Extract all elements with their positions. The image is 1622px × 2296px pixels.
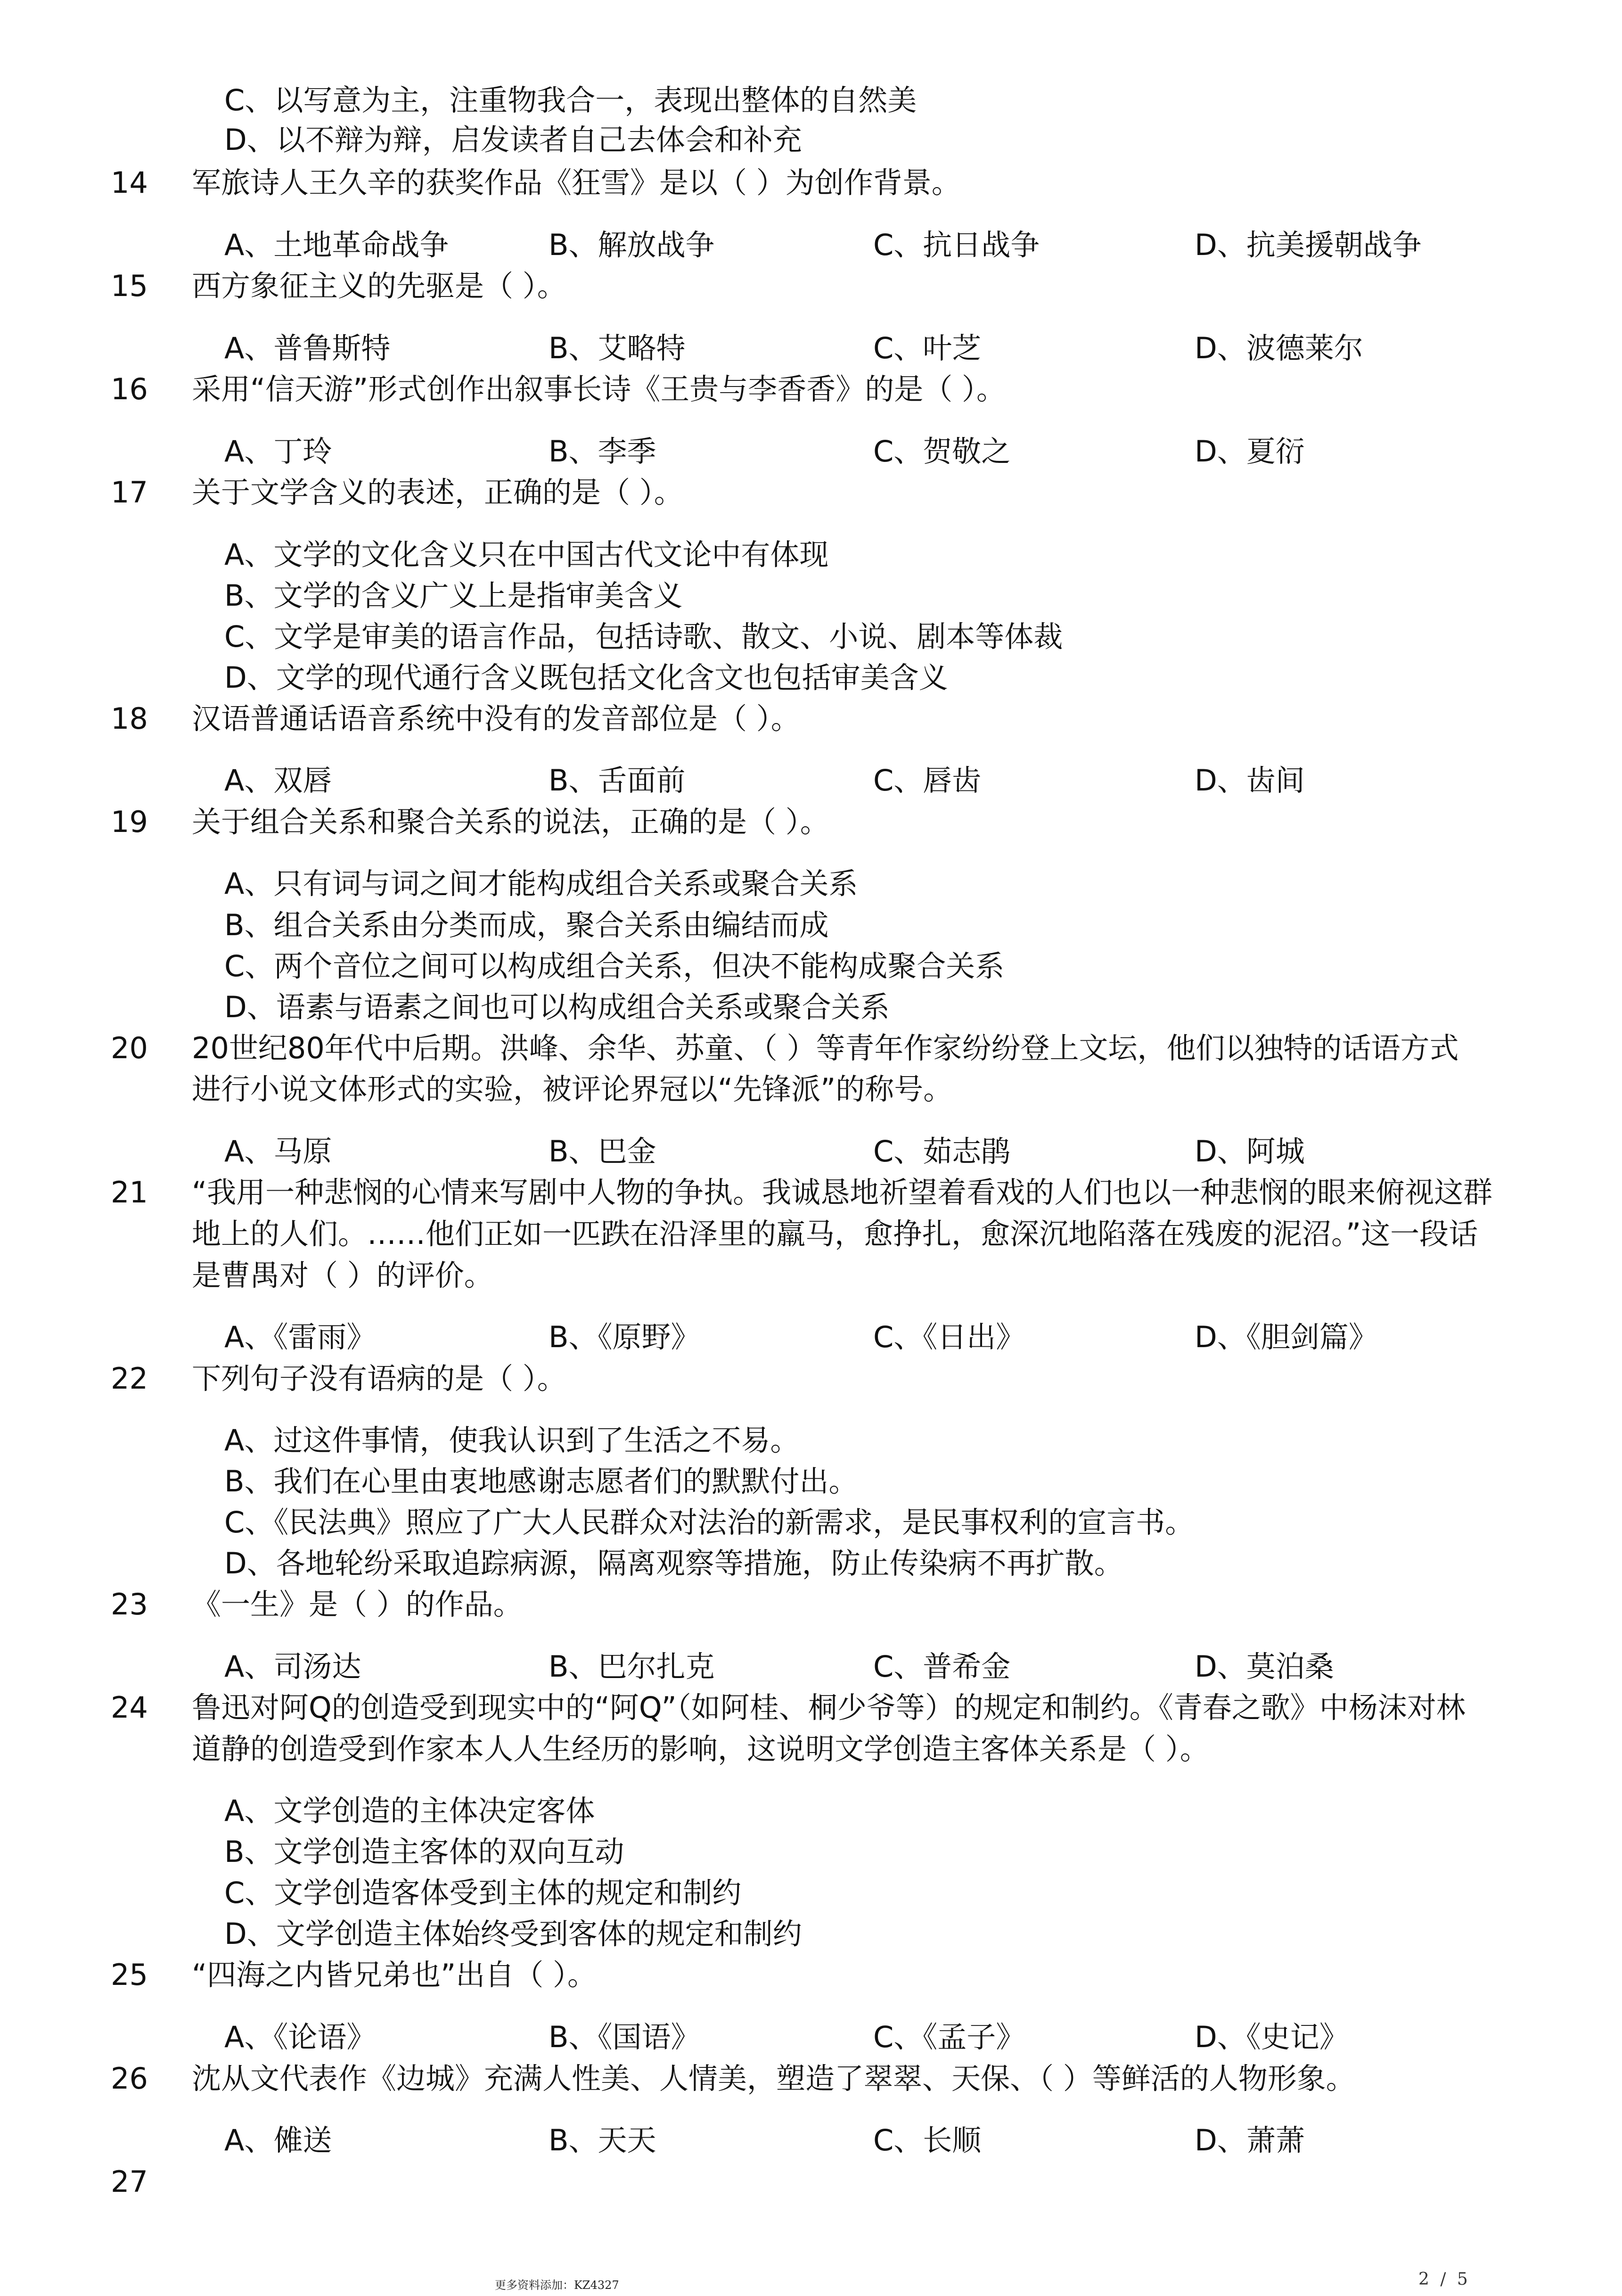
option-c: C、抗日战争 [873, 228, 1040, 262]
option-d: D、《史记》 [1195, 2020, 1349, 2054]
question-number: 17 [111, 475, 148, 510]
option-line: C、以写意为主，注重物我合一，表现出整体的自然美 [224, 83, 917, 117]
option-b: B、《原野》 [549, 1320, 700, 1354]
question-text: 《一生》是（ ）的作品。 [192, 1587, 523, 1621]
question-number: 18 [111, 701, 148, 736]
option-a: A、马原 [224, 1134, 332, 1169]
option-d: D、莫泊桑 [1195, 1649, 1334, 1684]
option-d: D、抗美援朝战争 [1195, 228, 1422, 262]
option-b: B、解放战争 [549, 228, 715, 262]
option-a: A、《雷雨》 [224, 1320, 376, 1354]
option-c: C、《民法典》照应了广大人民群众对法治的新需求，是民事权利的宣言书。 [224, 1505, 1195, 1539]
question-text: 西方象征主义的先驱是（ ）。 [192, 269, 566, 303]
option-a: A、文学的文化含义只在中国古代文论中有体现 [224, 537, 829, 572]
option-b: B、我们在心里由衷地感谢志愿者们的默默付出。 [224, 1464, 858, 1498]
question-text: 鲁迅对阿Q的创造受到现实中的“阿Q”（如阿桂、桐少爷等）的规定和制约。《青春之歌》中杨沫对林 [192, 1690, 1466, 1725]
question-text: 关于组合关系和聚合关系的说法，正确的是（ ）。 [192, 805, 829, 839]
option-d: D、萧萧 [1195, 2123, 1305, 2157]
question-text: 下列句子没有语病的是（ ）。 [192, 1361, 566, 1396]
option-a: A、双唇 [224, 763, 332, 798]
option-c: C、普希金 [873, 1649, 1011, 1684]
option-c: C、两个音位之间可以构成组合关系，但决不能构成聚合关系 [224, 949, 1005, 983]
option-b: B、舌面前 [549, 763, 686, 798]
option-c: C、文学创造客体受到主体的规定和制约 [224, 1876, 742, 1910]
page-number: 2 / 5 [1418, 2270, 1471, 2289]
option-line: D、以不辩为辩，启发读者自己去体会和补充 [224, 123, 802, 157]
option-a: A、只有词与词之间才能构成组合关系或聚合关系 [224, 866, 858, 901]
option-b: B、巴金 [549, 1134, 656, 1169]
option-d: D、语素与语素之间也可以构成组合关系或聚合关系 [224, 990, 890, 1024]
question-number: 14 [111, 165, 148, 200]
option-c: C、文学是审美的语言作品，包括诗歌、散文、小说、剧本等体裁 [224, 619, 1063, 654]
option-c: C、唇齿 [873, 763, 982, 798]
option-a: A、文学创造的主体决定客体 [224, 1794, 595, 1828]
option-d: D、夏衍 [1195, 434, 1305, 469]
question-number: 16 [111, 372, 148, 406]
option-d: D、文学的现代通行含义既包括文化含文也包括审美含义 [224, 660, 948, 695]
question-number: 20 [111, 1031, 148, 1065]
option-c: C、贺敬之 [873, 434, 1011, 469]
question-number: 21 [111, 1175, 148, 1210]
option-a: A、傩送 [224, 2123, 332, 2157]
option-d: D、阿城 [1195, 1134, 1305, 1169]
option-c: C、《孟子》 [873, 2020, 1025, 2054]
option-c: C、茹志鹃 [873, 1134, 1011, 1169]
option-d: D、《胆剑篇》 [1195, 1320, 1378, 1354]
footer-note: 更多资料添加：KZ4327 [495, 2279, 619, 2292]
option-b: B、组合关系由分类而成，聚合关系由编结而成 [224, 908, 829, 942]
question-text: 进行小说文体形式的实验，被评论界冠以“先锋派”的称号。 [192, 1072, 953, 1106]
question-text: 汉语普通话语音系统中没有的发音部位是（ ）。 [192, 701, 800, 736]
option-a: A、过这件事情，使我认识到了生活之不易。 [224, 1423, 800, 1457]
option-c: C、叶芝 [873, 331, 982, 365]
option-b: B、李季 [549, 434, 656, 469]
option-a: A、司汤达 [224, 1649, 361, 1684]
option-b: B、艾略特 [549, 331, 686, 365]
option-d: D、文学创造主体始终受到客体的规定和制约 [224, 1917, 802, 1951]
question-text: 沈从文代表作《边城》充满人性美、人情美，塑造了翠翠、天保、（ ）等鲜活的人物形象。 [192, 2061, 1355, 2096]
question-number: 15 [111, 269, 148, 303]
option-b: B、《国语》 [549, 2020, 700, 2054]
question-number: 24 [111, 1690, 148, 1725]
option-c: C、《日出》 [873, 1320, 1025, 1354]
question-text: 道静的创造受到作家本人人生经历的影响，这说明文学创造主客体关系是（ ）。 [192, 1732, 1209, 1766]
option-b: B、巴尔扎克 [549, 1649, 715, 1684]
question-number: 26 [111, 2061, 148, 2096]
option-d: D、齿间 [1195, 763, 1305, 798]
option-b: B、天天 [549, 2123, 656, 2157]
question-text: “我用一种悲悯的心情来写剧中人物的争执。我诚恳地祈望着看戏的人们也以一种悲悯的眼来俯视这群 [192, 1175, 1493, 1210]
question-text: 20世纪80年代中后期。洪峰、余华、苏童、（ ）等青年作家纷纷登上文坛，他们以独特的话语方式 [192, 1031, 1459, 1065]
question-number: 19 [111, 805, 148, 839]
option-d: D、波德莱尔 [1195, 331, 1363, 365]
question-text: 是曹禺对（ ）的评价。 [192, 1258, 493, 1292]
option-a: A、普鲁斯特 [224, 331, 391, 365]
question-number: 23 [111, 1587, 148, 1621]
option-d: D、各地轮纷采取追踪病源，隔离观察等措施，防止传染病不再扩散。 [224, 1546, 1123, 1580]
option-a: A、《论语》 [224, 2020, 376, 2054]
question-text: 采用“信天游”形式创作出叙事长诗《王贵与李香香》的是（ ）。 [192, 372, 1006, 406]
question-number: 22 [111, 1361, 148, 1396]
option-c: C、长顺 [873, 2123, 982, 2157]
question-number: 27 [111, 2164, 148, 2199]
question-text: 关于文学含义的表述，正确的是（ ）。 [192, 475, 683, 510]
option-b: B、文学的含义广义上是指审美含义 [224, 578, 683, 613]
option-a: A、土地革命战争 [224, 228, 449, 262]
option-a: A、丁玲 [224, 434, 332, 469]
question-text: “四海之内皆兄弟也”出自（ ）。 [192, 1958, 597, 1992]
question-text: 地上的人们。……他们正如一匹跌在沿泽里的羸马，愈挣扎，愈深沉地陷落在残废的泥沼。”这一段话 [192, 1217, 1478, 1251]
question-text: 军旅诗人王久辛的获奖作品《狂雪》是以（ ）为创作背景。 [192, 165, 961, 200]
question-number: 25 [111, 1958, 148, 1992]
option-b: B、文学创造主客体的双向互动 [224, 1835, 624, 1869]
